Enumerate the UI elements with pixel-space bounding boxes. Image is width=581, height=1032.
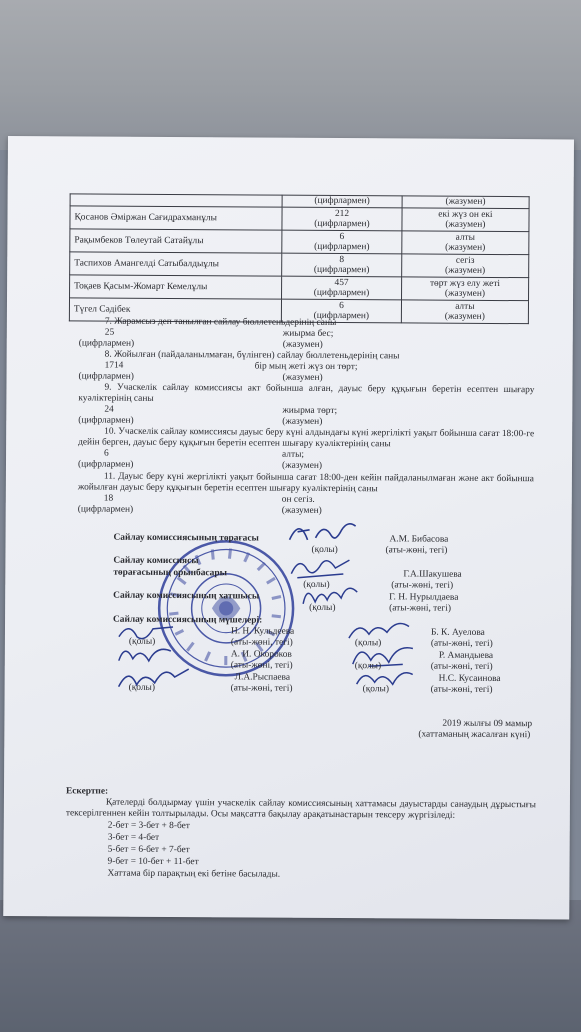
votes-words: алты (жазумен) [401,300,528,324]
words-label: (жазумен) [281,505,322,516]
item-9-text: 9. Учаскелік сайлау комиссиясы акт бойынша алған, дауыс беру құқығын беретін есептен шығару куәліктерінің саны [78,382,535,404]
votes-words: алты (жазумен) [402,231,529,255]
digits-label: (цифрлармен) [78,415,134,426]
note-formula: 9-бет = 10-бет + 11-бет [107,856,199,868]
name-label: (аты-жөні, тегі) [230,637,293,648]
digits-label: (цифрлармен) [78,371,134,382]
deputy-title-line2: төрағасының орынбасары [113,567,227,579]
protocol-date-label: (хаттаманың жасалған күні) [418,729,531,741]
sign-label: (қолы) [303,579,330,590]
note-formula: 2-бет = 3-бет + 8-бет [107,820,190,832]
name-label: (аты-жөні, тегі) [391,580,454,591]
chair-title: Сайлау комиссиясының төрағасы [113,532,259,544]
note-footer: Хаттама бір парақтың екі бетіне басылады. [107,868,281,880]
name-label: (аты-жөні, тегі) [230,660,293,671]
note-title: Ескертпе: [65,786,109,797]
item-10-words: алты; [282,449,305,460]
digits-label: (цифрлармен) [78,338,135,349]
name-label: (аты-жөні, тегі) [385,545,448,556]
votes-words: екі жүз он екі (жазумен) [402,208,529,232]
member-name: А. И. Окороков [230,649,292,660]
item-7-words: жиырма бес; [282,328,334,339]
vote-results-table [69,193,530,324]
votes-digits: 457 (цифрлармен) [282,276,402,300]
secretary-title: Сайлау комиссиясының хатшысы [113,590,260,602]
item-10-text: 10. Учаскелік сайлау комиссиясы дауыс беру күні алдындағы күні жергілікті уақыт бойынша сағат 18:00-ге дейін берген, дауыс беру құқығын беретін есептен шығару куәліктерінің саны [78,426,535,450]
words-label: (жазумен) [282,416,323,427]
chair-name: А.М. Бибасова [389,534,449,545]
votes-digits: 8 (цифрлармен) [282,253,402,277]
votes-words: сегіз (жазумен) [401,254,528,278]
item-8-text: 8. Жойылған (пайдаланылмаған, бүлінген) сайлау бюллетеньдерінің саны [104,349,400,362]
document-page [3,136,574,919]
candidate-name: Қосанов Әміржан Сағидрахманұлы [70,206,282,230]
background-top [0,0,581,150]
background-bottom [0,900,581,1032]
item-11-text: 11. Дауыс беру күні жергілікті уақыт бойынша сағат 18:00-ден кейін пайдаланылмаған және акт бойынша жойылған дауыс беру құқығын беретін есептен шығару куәліктерінің саны [77,471,534,495]
item-8-words: бір мың жеті жүз он төрт; [254,361,358,373]
member-name: Б. К. Ауелова [430,627,485,638]
item-10-digits: 6 [104,448,109,459]
votes-digits: 212 (цифрлармен) [282,207,402,231]
item-11-digits: 18 [103,493,114,504]
table-row [70,229,529,255]
member-name: Н.С. Кусаинова [438,673,501,685]
chair-signature [286,516,364,546]
member-name: Н. Н. Кульдеева [230,626,295,637]
item-9-words: жиырма төрт; [282,405,338,417]
sign-label: (қолы) [354,661,382,672]
table-cell: (жазумен) [402,196,529,209]
name-label: (аты-жөні, тегі) [430,638,493,649]
sign-label: (қолы) [311,544,338,556]
deputy-title-line1: Сайлау комиссиясы [113,555,199,567]
sign-label: (қолы) [362,684,390,695]
votes-digits: 6 (цифрлармен) [282,230,402,254]
item-7-digits: 25 [104,327,115,338]
name-label: (аты-жөні, тегі) [389,603,452,614]
digits-label: (цифрлармен) [77,459,134,470]
votes-words: төрт жүз елу жеті (жазумен) [401,277,528,301]
member-name: Р. Амандыева [438,650,494,661]
candidate-name: Түгел Сәдібек [69,298,281,322]
sign-label: (қолы) [309,602,336,614]
table-row [70,252,529,278]
table-cell: (цифрлармен) [282,195,402,208]
sign-label: (қолы) [128,682,156,693]
name-label: (аты-жөні, тегі) [430,661,493,672]
deputy-name: Г.А.Шакушева [403,569,462,580]
member-name: Л.А.Рыспаева [234,672,291,683]
note-formula: 3-бет = 4-бет [107,832,160,843]
item-9-digits: 24 [104,404,114,415]
sign-label: (қолы) [354,638,382,649]
note-formula: 5-бет = 6-бет + 7-бет [107,844,190,856]
words-label: (жазумен) [281,460,323,471]
protocol-date: 2019 жылғы 09 мамыр [442,718,533,730]
name-label: (аты-жөні, тегі) [430,684,493,695]
votes-digits: 6 (цифрлармен) [282,299,402,323]
digits-label: (цифрлармен) [77,504,134,515]
words-label: (жазумен) [282,339,323,350]
candidate-name: Таспихов Амангелді Сатыбалдыұлы [70,252,282,276]
name-label: (аты-жөні, тегі) [230,683,293,694]
note-body: Қателерді болдырмау үшін учаскелік сайлау комиссиясының хаттамасы дауыстарды санаудың дұрыстығы тексерілгеннен кейін толтырылады. Осы мақсатта бақылау арақатынастарын тексеру жүргізіледі: [65,797,536,821]
words-label: (жазумен) [282,372,323,383]
candidate-name: Рақымбеков Төлеутай Сатайұлы [70,229,282,253]
item-8-digits: 1714 [104,360,124,371]
table-row [70,275,529,301]
secretary-name: Г. Н. Нурылдаева [389,592,459,603]
sign-label: (қолы) [128,636,156,647]
members-title: Сайлау комиссиясының мүшелері: [113,614,263,626]
candidate-name: Тоқаев Қасым-Жомарт Кемелұлы [70,275,282,299]
item-7-text: 7. Жарамсыз деп танылған сайлау бюллетеньдерінің саны [104,316,337,329]
table-row [70,206,529,232]
item-11-words: он сегіз. [281,494,315,505]
